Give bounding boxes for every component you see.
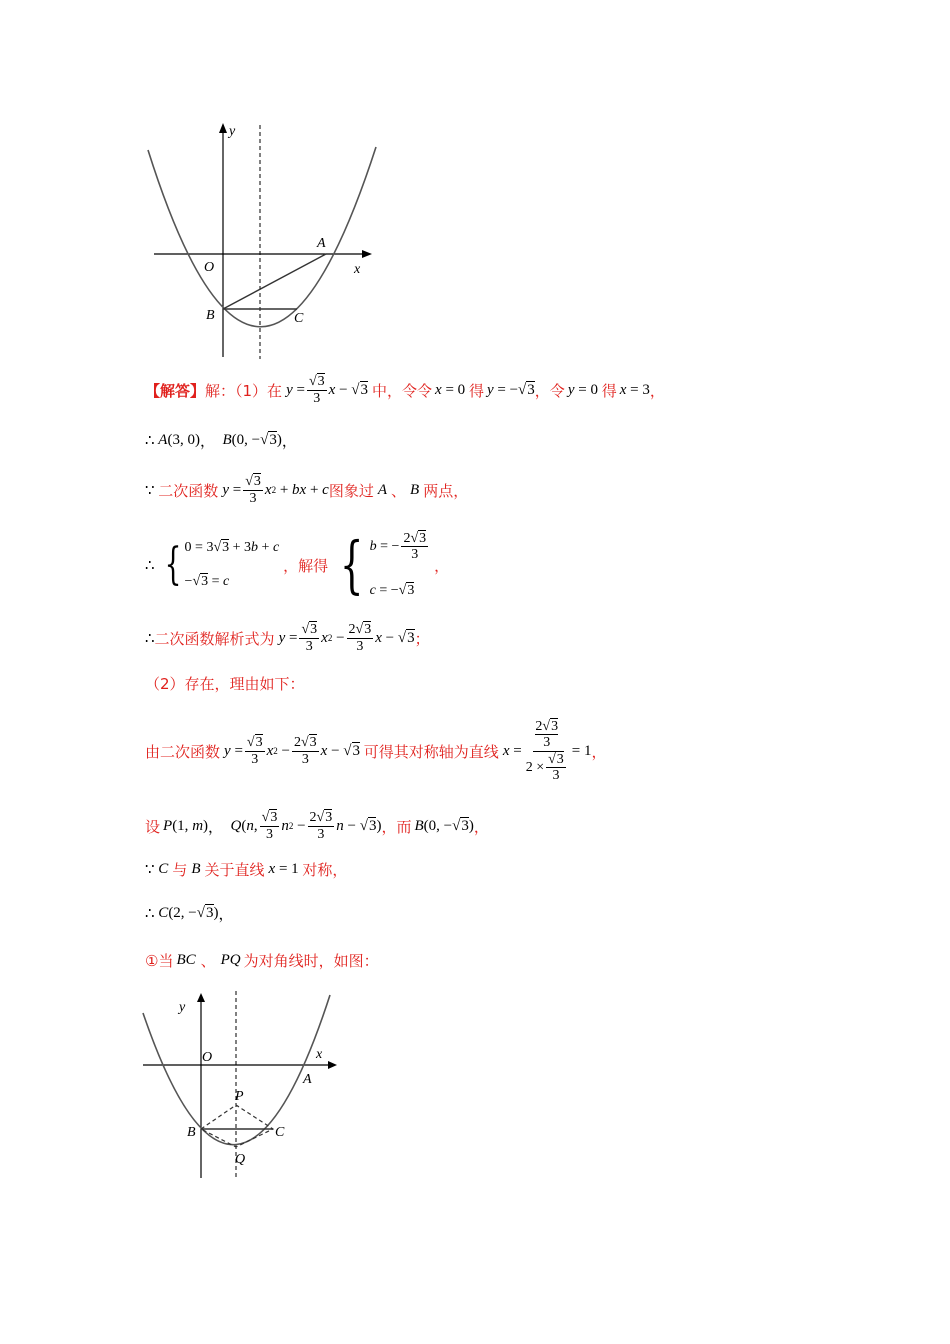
solution-line-2: ∴ A (3, 0) ， B (0, −√3) ， <box>145 431 297 450</box>
fig2-label-b: B <box>187 1125 196 1140</box>
fig2-label-x: x <box>316 1047 323 1062</box>
fig1-label-b: B <box>206 308 215 323</box>
parabola-figure-2 <box>135 985 345 1185</box>
solution-line-3: ∵ 二次函数 y = $\frac{√3}{3}$ x 2 + bx + c 图象过 A 、 B 两点， <box>145 474 469 506</box>
solution-line-1: 【解答】 解：（1）在 y = $\frac{√3}{3}$ x − √3 中，令 令 x = 0 得 y = −√3 ， 令 y = 0 得 x = 3 ， <box>145 374 665 406</box>
fig1-label-y: y <box>229 124 236 139</box>
fig2-label-q: Q <box>235 1152 246 1167</box>
fig2-label-y: y <box>179 1000 186 1015</box>
solution-line-7: 由二次函数 y = $\frac{√3}{3}$ x 2 − $\frac{2√3}{3}$ x − √3 可得其对称轴为直线 x = 2√3 3 2 × $\frac{√3}{3}$ = 1 ， <box>145 718 607 783</box>
fig1-label-a: A <box>317 236 326 251</box>
fig2-label-a: A <box>303 1072 312 1087</box>
parabola-figure-1 <box>140 115 390 365</box>
solution-line-11: ①当 BC 、 PQ 为对角线时，如图： <box>145 951 379 970</box>
solution-line-5: ∴ 二次函数解析式为 y = $\frac{√3}{3}$ x 2 − $\frac{2√3}{3}$ x − √3 ； <box>145 622 430 654</box>
fig1-label-o: O <box>204 260 215 275</box>
solution-line-10: ∴ C (2, −√3) ， <box>145 904 234 923</box>
solution-part-2: （2）存在，理由如下： <box>145 674 305 693</box>
solution-line-8: 设 P (1, m) ， Q (n, $\frac{√3}{3}$ n 2 − $\frac{2√3}{3}$ n − √3) ，而 B (0, −√3) ， <box>145 810 489 842</box>
fig1-label-c: C <box>294 311 304 326</box>
solution-line-4: ∴ { 0 = 3√3 + 3b + c −√3 = c ，解得 { b = − $\frac{2√3}{3}$ c = −√3 ， <box>145 528 450 601</box>
fig2-label-p: P <box>235 1089 244 1104</box>
fig1-label-x: x <box>354 262 361 277</box>
fig2-label-o: O <box>202 1050 213 1065</box>
solution-line-9: ∵ C 与 B 关于直线 x = 1 对称， <box>145 860 348 879</box>
solution-tag: 【解答】 <box>145 381 206 400</box>
fig2-label-c: C <box>275 1125 285 1140</box>
